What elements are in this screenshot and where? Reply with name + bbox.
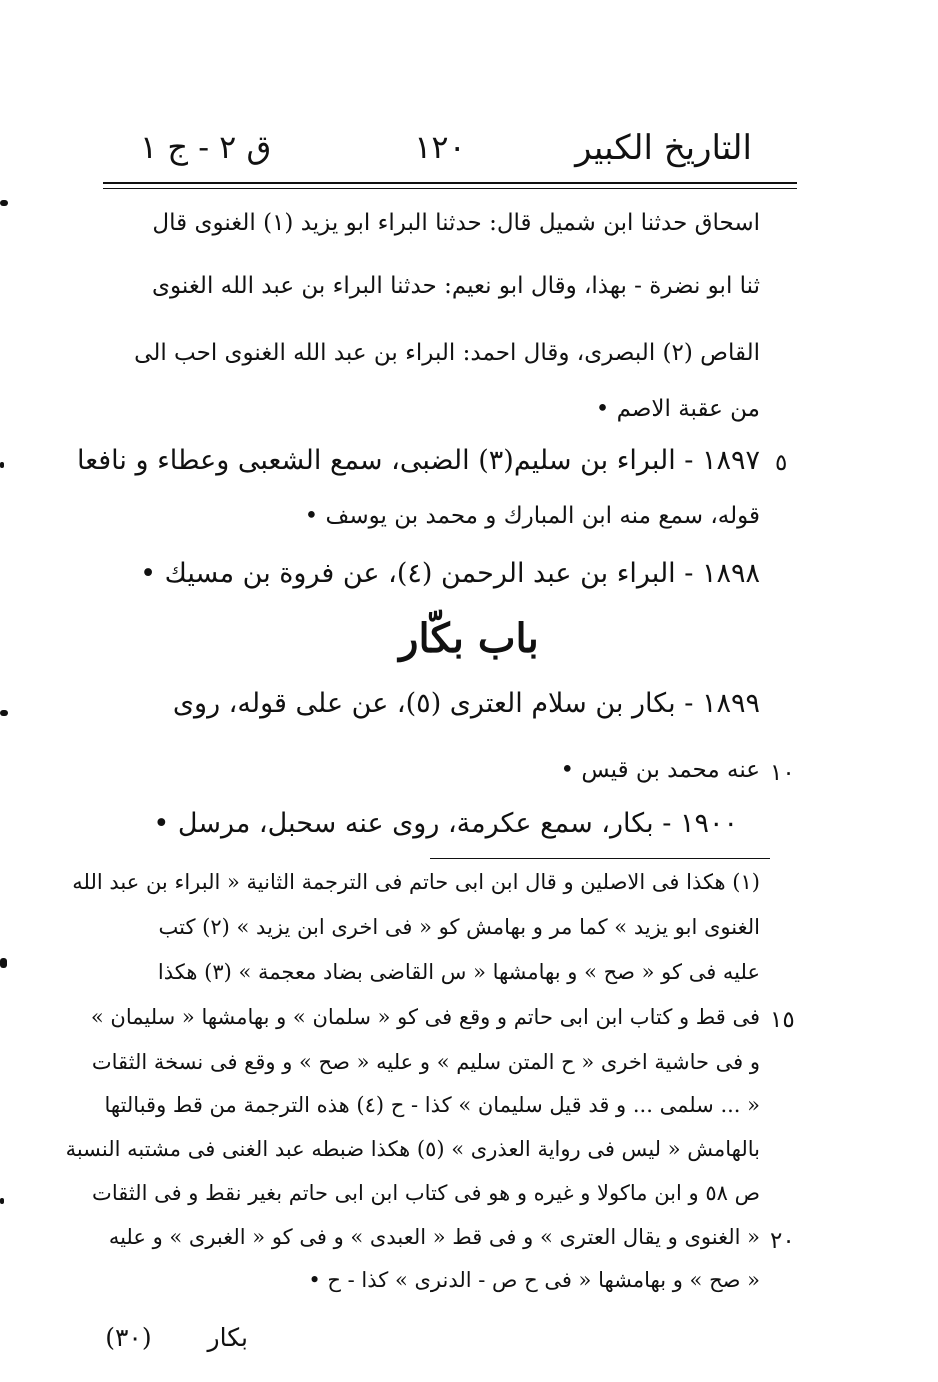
footnote-line-2: الغنوى ابو يزيد » كما مر و بهامش كو « فى اخرى ابن يزيد » (٢) كتب (158, 915, 760, 939)
footnote-line-4: فى قط و كتاب ابن ابى حاتم و وقع فى كو « سلمان » و بهامشها « سليمان » (90, 1005, 760, 1029)
footnote-line-8: ص ٥٨ و ابن ماكولا و غيره و هو فى كتاب ابن ابى حاتم بغير نقط و فى الثقات (92, 1181, 760, 1205)
footnote-line-7: بالهامش « ليس فى رواية العذرى » (٥) هكذا ضبطه عبد الغنى فى مشتبه النسبة (65, 1137, 760, 1161)
catchword-word: بكار (207, 1323, 248, 1352)
page-header (120, 128, 760, 178)
body-line-1: اسحاق حدثنا ابن شميل قال: حدثنا البراء ابو يزيد (١) الغنوى قال (152, 210, 760, 236)
section-heading: باب بكّار (399, 615, 539, 662)
header-rule-top (103, 182, 797, 184)
footnote-separator (430, 858, 770, 859)
page-number: ١٢٠ (414, 128, 466, 166)
margin-mark (0, 200, 8, 206)
book-title: التاريخ الكبير (575, 128, 752, 168)
line-number-5: ٥ (775, 450, 788, 476)
body-line-3: القاص (٢) البصرى، وقال احمد: البراء بن عبد الله الغنوى احب الى (134, 340, 760, 366)
margin-mark (0, 958, 7, 968)
entry-1900: ١٩٠٠ - بكار، سمع عكرمة، روى عنه سحبل، مرسل • (153, 808, 738, 839)
line-number-10: ١٠ (770, 760, 795, 786)
line-number-20: ٢٠ (770, 1228, 795, 1254)
line-number-15: ١٥ (770, 1007, 795, 1033)
footnote-line-10: « صح » و بهامشها « فى ح ص - الدنرى » كذا - ح • (308, 1268, 760, 1292)
footnote-line-6: « ... سلمى ... و قد قيل سليمان » كذا - ح (٤) هذه الترجمة من قط وقبالتها (104, 1093, 760, 1117)
signature-number: (٣٠) (105, 1323, 152, 1352)
margin-mark (0, 710, 8, 716)
footnote-line-3: عليه فى كو « صح » و بهامشها « س القاضى بضاد معجمة » (٣) هكذا (157, 960, 760, 984)
body-line-4: من عقبة الاصم • (595, 396, 760, 422)
header-rule-bottom (103, 188, 797, 189)
margin-mark (0, 1198, 4, 1204)
body-line-6: قوله، سمع منه ابن المبارك و محمد بن يوسف • (304, 503, 760, 529)
entry-1897: ١٨٩٧ - البراء بن سليم(٣) الضبى، سمع الشعبى وعطاء و نافعا (76, 445, 760, 476)
footnote-line-9: « الغنوى و يقال العترى » و فى قط « العبدى » و فى كو « الغبرى » و عليه (108, 1225, 760, 1249)
catchword (105, 1323, 248, 1353)
entry-1899: ١٨٩٩ - بكار بن سلام العترى (٥)، عن على قوله، روى (172, 688, 760, 719)
footnote-line-1: (١) هكذا فى الاصلين و قال ابن ابى حاتم فى الترجمة الثانية « البراء بن عبد الله (72, 870, 760, 894)
margin-mark (0, 462, 4, 468)
footnote-line-5: و فى حاشية اخرى « ح المتن سليم » و عليه « صح » و وقع فى نسخة الثقات (91, 1050, 760, 1074)
body-line-10: عنه محمد بن قيس • (560, 757, 760, 783)
part-volume-label: ق ٢ - ج ١ (140, 128, 272, 166)
body-line-2: ثنا ابو نضرة - بهذا، وقال ابو نعيم: حدثنا البراء بن عبد الله الغنوى (152, 273, 760, 299)
entry-1898: ١٨٩٨ - البراء بن عبد الرحمن (٤)، عن فروة بن مسيك • (140, 558, 760, 589)
